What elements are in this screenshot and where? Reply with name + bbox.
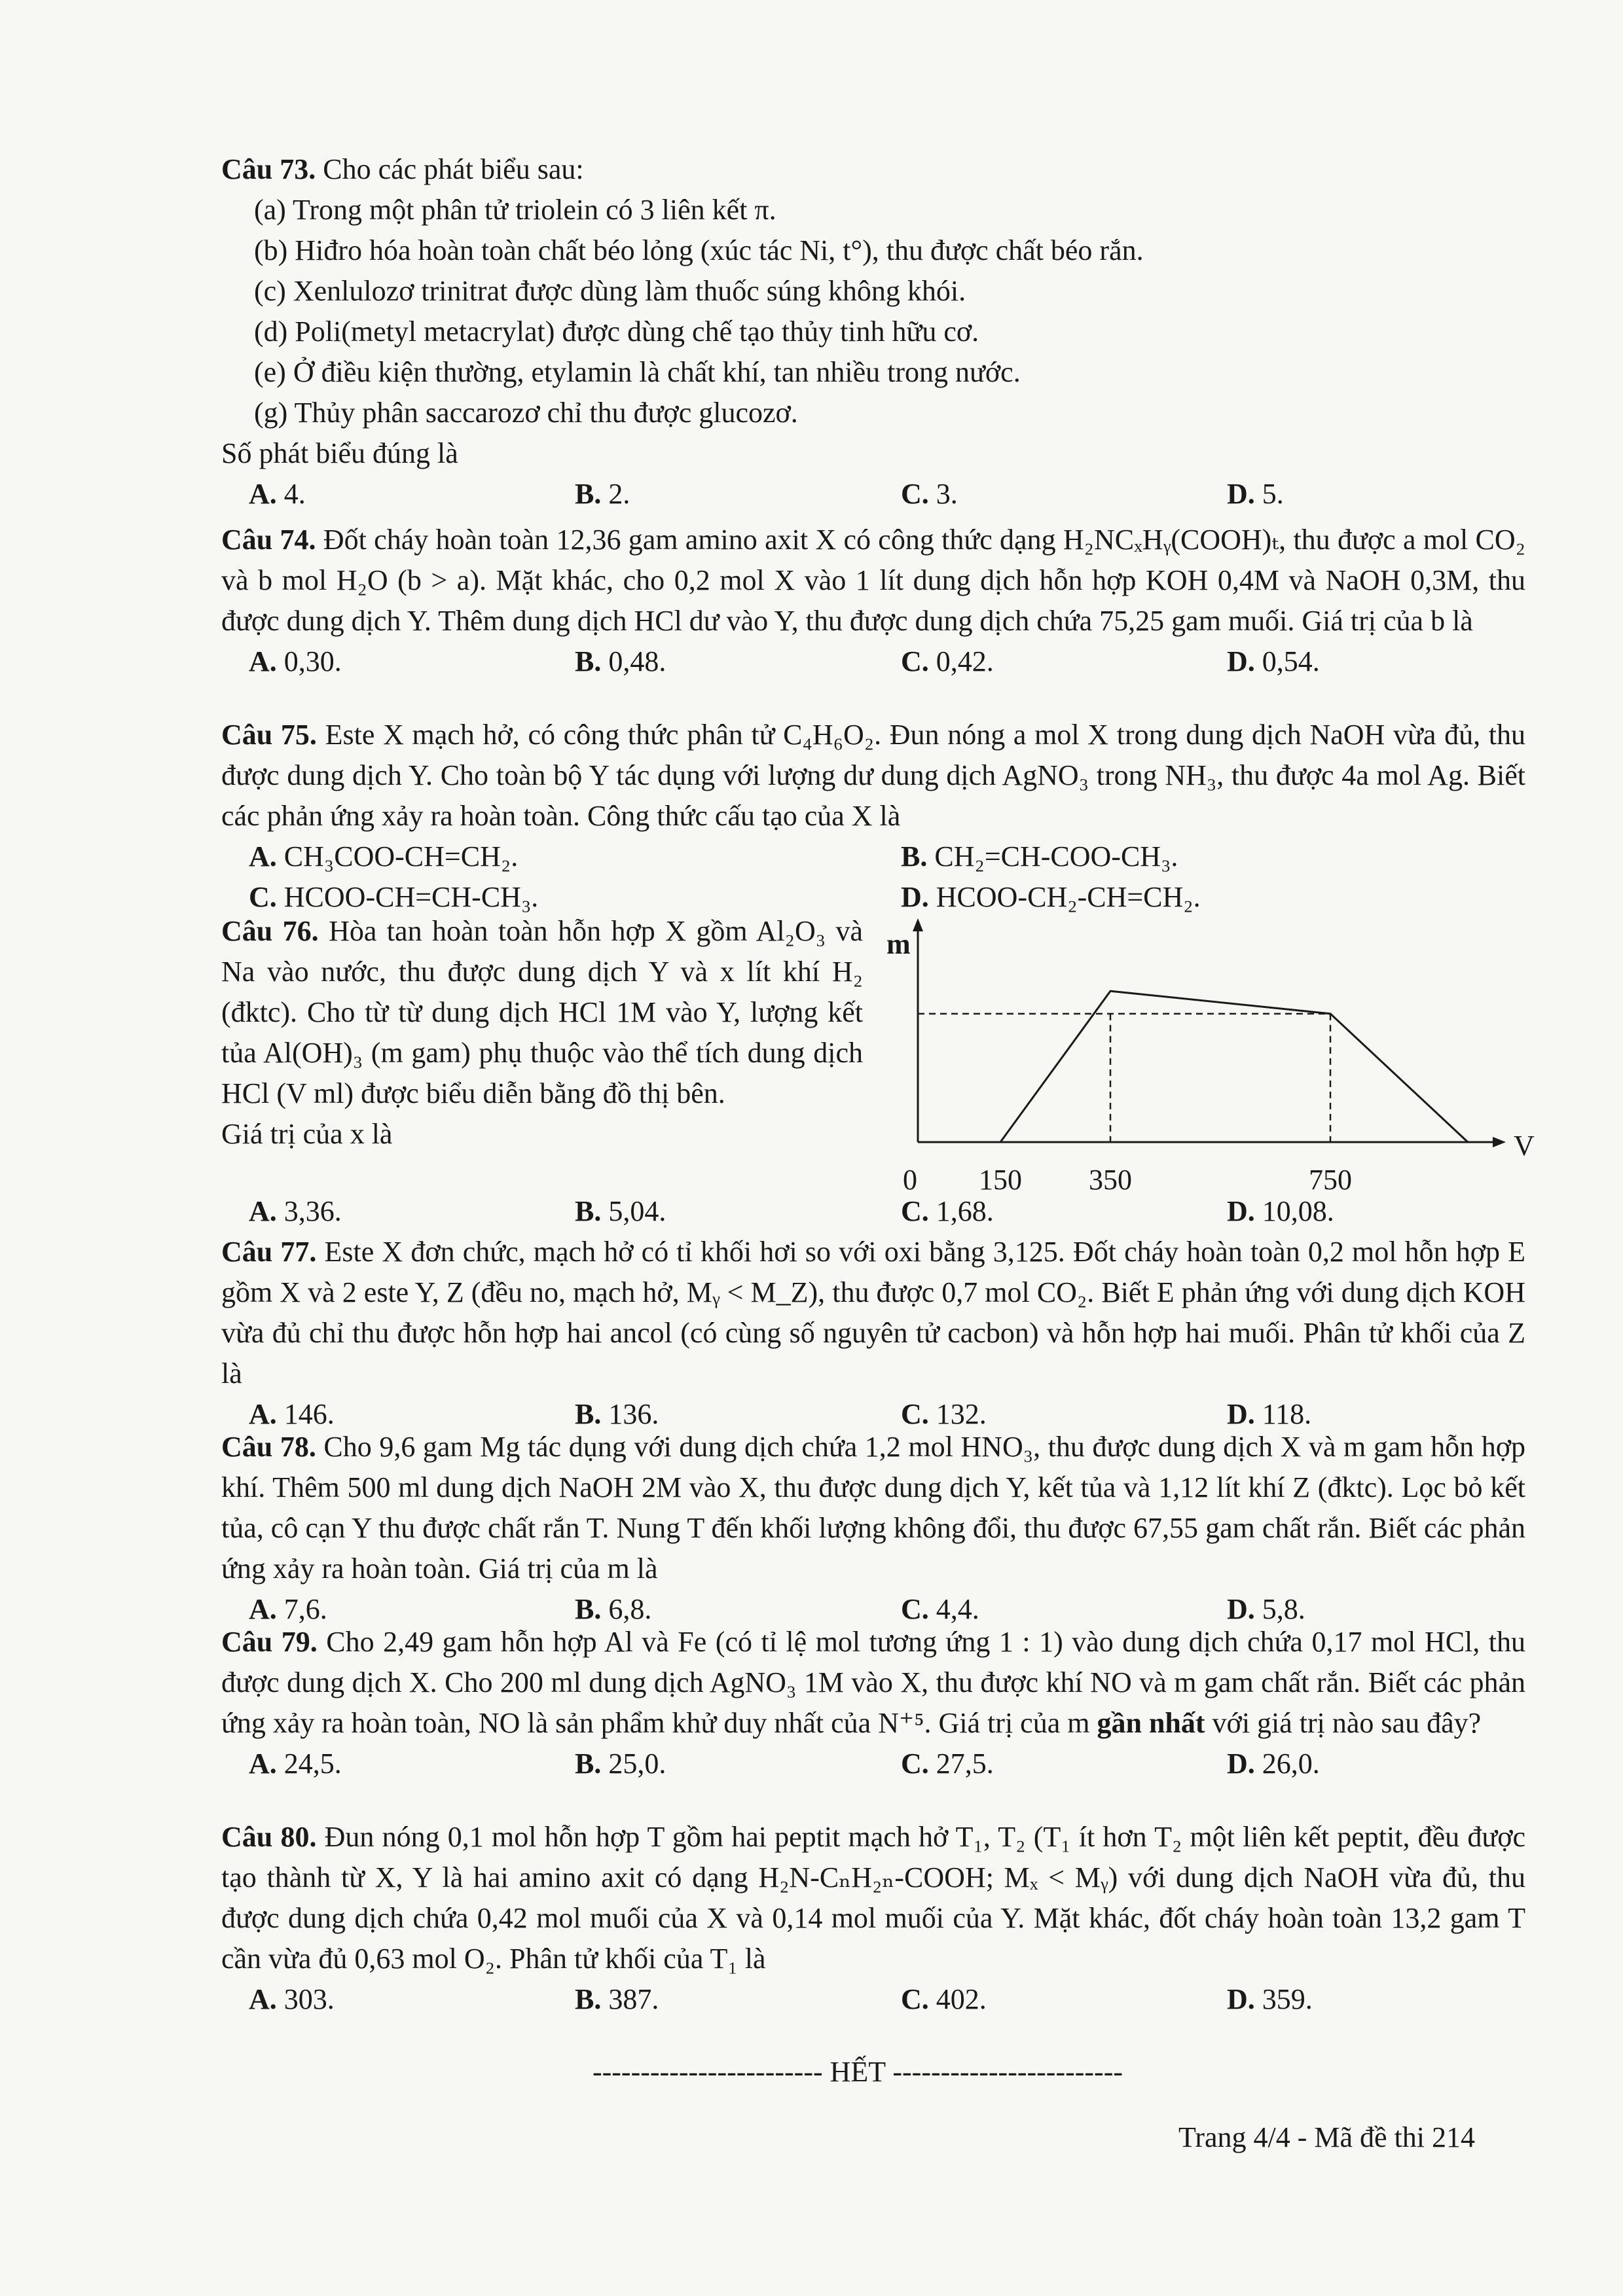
option-c[interactable]: C. 132. [901, 1398, 987, 1430]
option-c[interactable]: C. 1,68. [901, 1195, 994, 1227]
statement-d: (d) Poli(metyl metacrylat) được dùng chế tạo thủy tinh hữu cơ. [254, 315, 979, 348]
question-text: Hòa tan hoàn toàn hỗn hợp X gồm Al₂O₃ và Na vào nước, thu được dung dịch Y và x lít khí H₂ (đktc). Cho từ từ dung dịch HCl 1M vào Y, lượng kết tủa Al(OH)₃ (m gam) phụ thuộc vào thể tích dung dịch HCl (V ml) được biểu diễn bằng đồ thị bên. [221, 915, 863, 1109]
question-79 [221, 1622, 1525, 1784]
question-75 [221, 715, 1525, 918]
option-b[interactable]: B. 6,8. [575, 1593, 652, 1625]
statement-g: (g) Thủy phân saccarozơ chỉ thu được glucozơ. [254, 397, 798, 429]
answer-options [221, 1979, 1525, 2020]
option-c[interactable]: C. 0,42. [901, 645, 994, 677]
question-77 [221, 1232, 1525, 1435]
option-a[interactable]: A. 303. [249, 1983, 335, 2015]
precipitate-volume-chart [871, 913, 1535, 1201]
option-a[interactable]: A. 3,36. [249, 1195, 342, 1227]
answer-options [221, 641, 1525, 682]
option-d[interactable]: D. 5. [1227, 478, 1284, 510]
option-a[interactable]: A. 4. [249, 478, 306, 510]
option-b[interactable]: B. CH₂=CH-COO-CH₃. [901, 840, 1178, 872]
answer-options-row-1 [221, 836, 1525, 877]
option-b[interactable]: B. 2. [575, 478, 630, 510]
question-text: Đun nóng 0,1 mol hỗn hợp T gồm hai peptit mạch hở T₁, T₂ (T₁ ít hơn T₂ một liên kết peptit, đều được tạo thành từ X, Y là hai amino axit có dạng H₂N-CₙH₂ₙ-COOH; Mₓ < Mᵧ) với dung dịch NaOH vừa đủ, thu được dung dịch chứa 0,42 mol muối của X và 0,14 mol muối của Y. Mặt khác, đốt cháy hoàn toàn 13,2 gam T cần vừa đủ 0,63 mol O₂. Phân tử khối của T₁ là [221, 1821, 1526, 1975]
option-d[interactable]: D. 118. [1227, 1398, 1312, 1430]
option-a[interactable]: A. 0,30. [249, 645, 342, 677]
question-label: Câu 80. [221, 1821, 317, 1853]
answer-options [221, 1191, 1525, 1232]
question-76-options [221, 1191, 1525, 1232]
statement-e: (e) Ở điều kiện thường, etylamin là chất khí, tan nhiều trong nước. [254, 356, 1021, 388]
option-b[interactable]: B. 387. [575, 1983, 659, 2015]
question-ask: Giá trị của x là [221, 1118, 393, 1150]
x-tick-label-350: 350 [1089, 1164, 1132, 1196]
question-label: Câu 77. [221, 1236, 317, 1268]
statement-b: (b) Hiđro hóa hoàn toàn chất béo lỏng (xúc tác Ni, t°), thu được chất béo rắn. [254, 234, 1144, 266]
option-c[interactable]: C. 27,5. [901, 1748, 994, 1780]
option-c[interactable]: C. HCOO-CH=CH-CH₃. [249, 881, 539, 913]
answer-options [221, 1744, 1525, 1784]
option-b[interactable]: B. 5,04. [575, 1195, 666, 1227]
option-a[interactable]: A. 7,6. [249, 1593, 327, 1625]
question-78 [221, 1427, 1525, 1630]
question-label: Câu 75. [221, 719, 317, 751]
option-d[interactable]: D. HCOO-CH₂-CH=CH₂. [901, 881, 1201, 913]
option-d[interactable]: D. 5,8. [1227, 1593, 1305, 1625]
x-tick-label-750: 750 [1309, 1164, 1352, 1196]
option-d[interactable]: D. 0,54. [1227, 645, 1320, 677]
option-b[interactable]: B. 0,48. [575, 645, 666, 677]
option-c[interactable]: C. 402. [901, 1983, 987, 2015]
x-axis-label: V [1514, 1130, 1535, 1162]
question-76 [221, 911, 863, 1155]
option-b[interactable]: B. 25,0. [575, 1748, 666, 1780]
question-text: Este X mạch hở, có công thức phân tử C₄H₆O₂. Đun nóng a mol X trong dung dịch NaOH vừa đủ, thu được dung dịch Y. Cho toàn bộ Y tác dụng với lượng dư dung dịch AgNO₃ trong NH₃, thu được 4a mol Ag. Biết các phản ứng xảy ra hoàn toàn. Công thức cấu tạo của X là [221, 719, 1525, 832]
option-a[interactable]: A. 146. [249, 1398, 335, 1430]
page-number: Trang 4/4 - Mã đề thi 214 [1178, 2121, 1476, 2153]
option-b[interactable]: B. 136. [575, 1398, 659, 1430]
question-73 [221, 149, 1525, 514]
answer-options [221, 474, 1525, 514]
option-c[interactable]: C. 4,4. [901, 1593, 979, 1625]
x-axis-arrow [1493, 1137, 1506, 1147]
statement-c: (c) Xenlulozơ trinitrat được dùng làm thuốc súng không khói. [254, 275, 966, 307]
x-tick-label-0: 0 [903, 1164, 917, 1196]
option-a[interactable]: A. 24,5. [249, 1748, 342, 1780]
option-a[interactable]: A. CH₃COO-CH=CH₂. [249, 840, 519, 872]
end-marker: ------------------------ HẾT ------------------------ [592, 2056, 1123, 2088]
option-d[interactable]: D. 10,08. [1227, 1195, 1334, 1227]
question-text: Este X đơn chức, mạch hở có tỉ khối hơi so với oxi bằng 3,125. Đốt cháy hoàn toàn 0,2 mol hỗn hợp E gồm X và 2 este Y, Z (đều no, mạch hở, Mᵧ < M_Z), thu được 0,7 mol CO₂. Biết E phản ứng với dung dịch KOH vừa đủ chỉ thu được hỗn hợp hai ancol (có cùng số nguyên tử cacbon) và hỗn hợp hai muối. Phân tử khối của Z là [221, 1236, 1525, 1390]
question-74 [221, 520, 1525, 682]
question-80 [221, 1817, 1525, 2020]
y-axis-label: m [886, 928, 911, 960]
question-label: Câu 73. [221, 153, 316, 185]
emphasis-text: gần nhất [1097, 1707, 1205, 1739]
question-label: Câu 79. [221, 1626, 318, 1658]
option-d[interactable]: D. 26,0. [1227, 1748, 1320, 1780]
question-ask: Số phát biểu đúng là [221, 437, 458, 469]
question-label: Câu 74. [221, 524, 316, 556]
question-text: Đốt cháy hoàn toàn 12,36 gam amino axit X có công thức dạng H₂NCₓHᵧ(COOH)ₜ, thu được a mol CO₂ và b mol H₂O (b > a). Mặt khác, cho 0,2 mol X vào 1 lít dung dịch hỗn hợp KOH 0,4M và NaOH 0,3M, thu được dung dịch Y. Thêm dung dịch HCl dư vào Y, thu được dung dịch chứa 75,25 gam muối. Giá trị của b là [221, 524, 1525, 637]
option-c[interactable]: C. 3. [901, 478, 958, 510]
question-label: Câu 78. [221, 1431, 316, 1463]
statement-a: (a) Trong một phân tử triolein có 3 liên kết π. [254, 194, 776, 226]
question-text: Cho 9,6 gam Mg tác dụng với dung dịch chứa 1,2 mol HNO₃, thu được dung dịch X và m gam hỗn hợp khí. Thêm 500 ml dung dịch NaOH 2M vào X, thu được dung dịch Y, kết tủa và 1,12 lít khí Z (đktc). Lọc bỏ kết tủa, cô cạn Y thu được chất rắn T. Nung T đến khối lượng không đổi, thu được 67,55 gam chất rắn. Biết các phản ứng xảy ra hoàn toàn. Giá trị của m là [221, 1431, 1525, 1585]
question-stem: Cho các phát biểu sau: [316, 153, 584, 185]
question-text-tail: với giá trị nào sau đây? [1205, 1707, 1482, 1739]
y-axis-arrow [913, 918, 923, 931]
question-label: Câu 76. [221, 915, 319, 947]
option-d[interactable]: D. 359. [1227, 1983, 1313, 2015]
question-text: Cho 2,49 gam hỗn hợp Al và Fe (có tỉ lệ mol tương ứng 1 : 1) vào dung dịch chứa 0,17 mol HCl, thu được dung dịch X. Cho 200 ml dung dịch AgNO₃ 1M vào X, thu được khí NO và m gam chất rắn. Biết các phản ứng xảy ra hoàn toàn, NO là sản phẩm khử duy nhất của N⁺⁵. Giá trị của m [221, 1626, 1525, 1739]
x-tick-label-150: 150 [979, 1164, 1022, 1196]
